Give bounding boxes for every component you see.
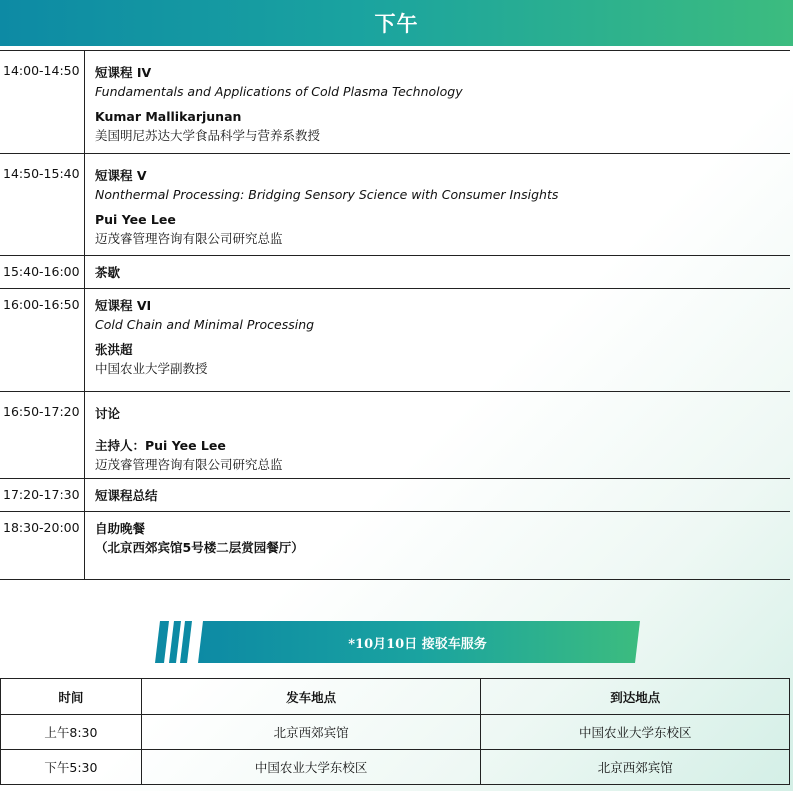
session-time: 14:50-15:40 [3,166,80,181]
session-subtitle: Cold Chain and Minimal Processing [95,317,315,332]
shuttle-time: 上午8:30 [1,715,142,750]
table-row [1,715,790,750]
session-time: 18:30-20:00 [3,520,80,535]
session-time: 17:20-17:30 [3,487,80,502]
speaker-affiliation: 迈茂睿管理咨询有限公司研究总监 [95,231,283,246]
schedule-row [0,256,790,289]
dinner-location: （北京西郊宾馆5号楼二层赏园餐厅） [95,540,304,555]
session-subtitle: Fundamentals and Applications of Cold Plasma Technology [95,84,463,99]
arrival-location: 北京西郊宾馆 [481,750,790,785]
session-title: 自助晚餐 [95,521,146,536]
header-title: 下午 [374,11,419,36]
schedule-row [0,512,790,580]
schedule-row [0,479,790,512]
arrival-location: 中国农业大学东校区 [481,715,790,750]
shuttle-time: 下午5:30 [1,750,142,785]
host-affiliation: 迈茂睿管理咨询有限公司研究总监 [95,457,283,472]
session-time: 15:40-16:00 [3,264,80,279]
discussion-host: 主持人：Pui Yee Lee [95,438,226,453]
departure-location: 北京西郊宾馆 [141,715,481,750]
session-time: 16:50-17:20 [3,404,80,419]
column-header-departure: 发车地点 [141,679,481,715]
session-title: 短课程 IV [95,65,152,80]
shuttle-table [0,678,790,785]
speaker-affiliation: 中国农业大学副教授 [95,361,208,376]
session-time: 16:00-16:50 [3,297,80,312]
schedule-row [0,154,790,256]
schedule-row [0,392,790,479]
afternoon-header [0,0,793,46]
schedule-row [0,289,790,392]
table-row [1,750,790,785]
session-subtitle: Nonthermal Processing: Bridging Sensory Science with Consumer Insights [95,187,559,202]
speaker-name: 张洪超 [95,342,133,357]
schedule-row [0,51,790,154]
session-title: 茶歇 [95,265,121,280]
column-header-arrival: 到达地点 [481,679,790,715]
column-header-time: 时间 [1,679,142,715]
session-title: 短课程总结 [95,488,158,503]
shuttle-header-row [1,679,790,715]
session-title: 短课程 VI [95,298,152,313]
shuttle-banner [155,621,640,663]
session-time: 14:00-14:50 [3,63,80,78]
session-title: 短课程 V [95,168,147,183]
speaker-name: Pui Yee Lee [95,212,176,227]
schedule-table [0,50,790,580]
session-title: 讨论 [95,406,121,421]
departure-location: 中国农业大学东校区 [141,750,481,785]
speaker-name: Kumar Mallikarjunan [95,109,242,124]
speaker-affiliation: 美国明尼苏达大学食品科学与营养系教授 [95,128,321,143]
banner-title: *10月10日 接驳车服务 [348,636,487,652]
